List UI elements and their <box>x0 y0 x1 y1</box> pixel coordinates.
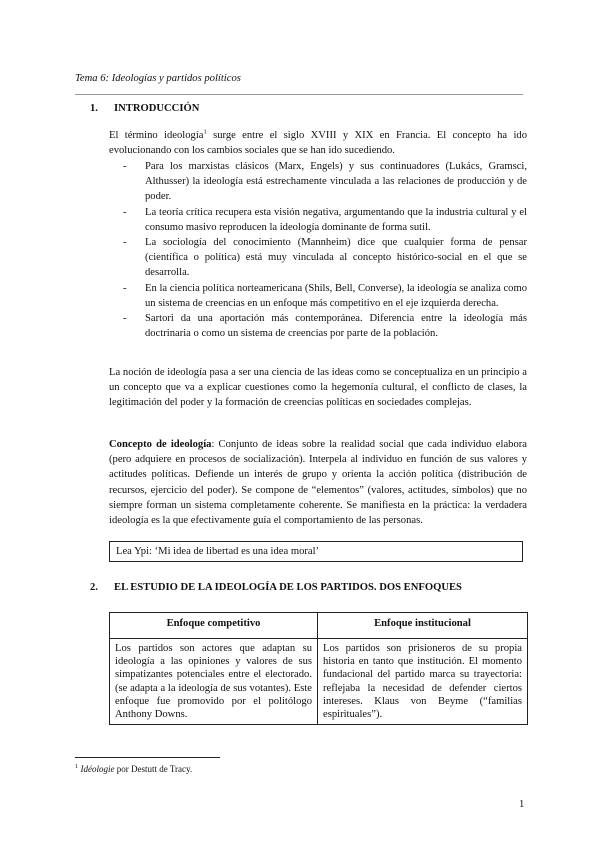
quote-box: Lea Ypi: ‘Mi idea de libertad es una idea moral’ <box>109 541 523 562</box>
ideology-notion-paragraph: La noción de ideología pasa a ser una ciencia de las ideas como se conceptualiza en un principio a un concepto que va a explicar cuestiones como la hegemonía cultural, el conflicto de clases, la legitimación del poder y la formación de creencias políticas en sociedades complejas. <box>109 367 527 409</box>
section-2-number: 2. <box>90 582 98 593</box>
concept-label: Concepto de ideología <box>109 439 212 450</box>
list-item: - Para los marxistas clásicos (Marx, Engels) y sus continuadores (Lukács, Gramsci, Althusser) la ideología está estrechamente vinculada a las relaciones de producción y de poder. <box>120 159 527 205</box>
footnote-term: Idéologie <box>80 764 115 774</box>
table-header-competitive: Enfoque competitivo <box>110 613 318 639</box>
intro-text-end: surge entre el siglo XVIII y XIX en Francia. El concepto ha ido evolucionando con los cambios sociales que se han ido sucediendo. <box>109 130 527 157</box>
section-1-heading <box>90 101 199 116</box>
footnote <box>75 763 192 775</box>
section-1-number: 1. <box>90 103 98 114</box>
page-number: 1 <box>519 799 525 810</box>
table-row <box>110 639 528 725</box>
footnote-separator <box>75 757 220 758</box>
section-1-title: INTRODUCCIÓN <box>114 103 200 114</box>
list-item: - En la ciencia política norteamericana (Shils, Bell, Converse), la ideología se analiza como un sistema de creencias en un enfoque más competitivo en el eje izquierda derecha. <box>120 281 527 311</box>
table-cell-institutional: Los partidos son prisioneros de su propia historia en tanto que institución. El momento fundacional del partido marca su trayectoria: reflejaba la necesidad de defender ciertos intereses. Klaus von Beyme (“familias espirituales”). <box>318 639 528 725</box>
list-item: - La sociología del conocimiento (Mannheim) dice que cualquier forma de pensar (científica o política) está muy vinculada al concepto histórico-social en el que se desarrolla. <box>120 235 527 281</box>
list-item: - La teoría crítica recupera esta visión negativa, argumentando que la industria cultural y el consumo masivo reproducen la ideología dominante de forma sutil. <box>120 205 527 235</box>
intro-text-start: El término ideología <box>109 130 204 141</box>
ideology-bullet-list <box>120 159 527 341</box>
table-cell-competitive: Los partidos son actores que adaptan su ideología a las opiniones y valores de sus simpatizantes potenciales entre el electorado. (se adapta a la ideología de sus votantes). Este enfoque fue promovido por el politólogo Anthony Downs. <box>110 639 318 725</box>
header-rule <box>75 94 523 95</box>
list-item: - Sartori da una aportación más contemporánea. Diferencia entre la ideología más doctrinaria o como un sistema de creencias por parte de la población. <box>120 311 527 341</box>
footnote-ref[interactable]: 1 <box>203 128 207 136</box>
section-2-title: EL ESTUDIO DE LA IDEOLOGÍA DE LOS PARTIDOS. DOS ENFOQUES <box>114 582 462 593</box>
footnote-marker: 1 <box>75 763 79 770</box>
approaches-table <box>109 612 528 725</box>
table-header-institutional: Enfoque institucional <box>318 613 528 639</box>
intro-paragraph <box>109 128 527 158</box>
concept-text: : Conjunto de ideas sobre la realidad social que cada individuo elabora (pero adquiere en procesos de socialización). Interpela al individuo en función de sus valores y actitudes políticas. Defiende un interés de grupo y orienta la acción política (distribución de recursos, ejercicio del poder). Se compone de “elementos” (valores, actitudes, símbolos) que no siempre forman un sistema completamente coherente. Se manifiesta en la práctica: la verdadera ideología es la que efectivamente guía el comportamiento de las personas. <box>109 439 527 527</box>
section-2-heading <box>90 580 462 595</box>
running-header: Tema 6: Ideologías y partidos políticos <box>75 73 241 84</box>
concept-paragraph <box>109 437 527 528</box>
table-header-row <box>110 613 528 639</box>
footnote-text: por Destutt de Tracy. <box>114 764 193 774</box>
